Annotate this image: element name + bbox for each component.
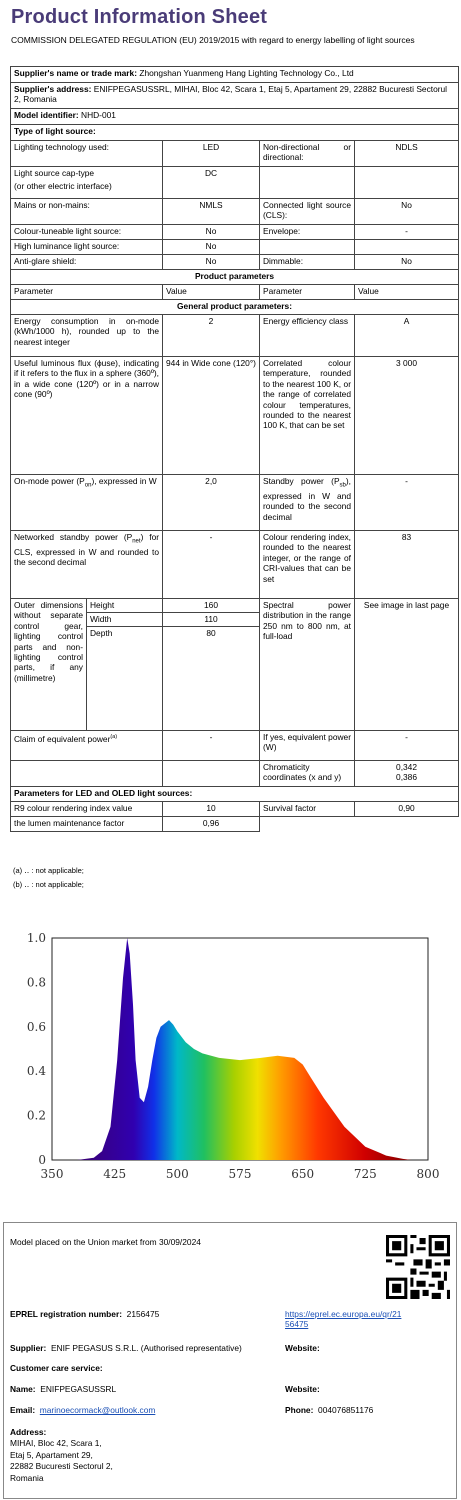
col-value: Value — [163, 285, 260, 300]
claim-equivalent-value: - — [163, 731, 260, 761]
x-tick-label: 800 — [416, 1167, 440, 1181]
table-row — [11, 67, 459, 83]
table-row — [11, 787, 459, 802]
website-label-2: Website: — [285, 1384, 320, 1394]
table-row — [11, 531, 459, 599]
dimmable-label: Dimmable: — [260, 255, 355, 270]
y-tick-label: 1.0 — [26, 931, 46, 945]
customer-care-label: Customer care service: — [10, 1363, 103, 1373]
survival-value: 0,90 — [355, 802, 459, 817]
y-tick-label: 0.2 — [26, 1108, 46, 1123]
height-value: 160 — [163, 599, 260, 613]
directional-label: Non-directional or directional: — [260, 141, 355, 167]
chromaticity-y: 0,386 — [396, 772, 417, 783]
supplier-address-label: Supplier's address: — [14, 84, 92, 94]
dimmable-value: No — [355, 255, 459, 270]
luminous-flux-value: 944 in Wide cone (120°) — [163, 357, 260, 475]
eprel-value: 2156475 — [126, 1309, 160, 1319]
spec-table — [10, 66, 459, 832]
col-parameter: Parameter — [11, 285, 163, 300]
connected-value: No — [355, 199, 459, 225]
cap-type-label: Light source cap-type — [14, 168, 95, 178]
cap-type-label-2: (or other electric interface) — [14, 181, 112, 192]
antiglare-value: No — [163, 255, 260, 270]
tuneable-value: No — [163, 225, 260, 240]
y-tick-label: 0.6 — [26, 1019, 46, 1034]
spectral-label: Spectral power distribution in the range 250 nm to 800 nm, at full-load — [260, 599, 355, 731]
cap-type-value: DC — [163, 167, 260, 199]
product-params-header: Product parameters — [11, 270, 459, 285]
col-value-2: Value — [355, 285, 459, 300]
lumen-maintenance-value: 0,96 — [163, 817, 260, 832]
envelope-value: - — [355, 225, 459, 240]
general-params-header: General product parameters: — [11, 300, 459, 315]
networked-standby-value: - — [163, 531, 260, 599]
table-row — [11, 255, 459, 270]
website-label: Website: — [285, 1343, 320, 1353]
eprel-label: EPREL registration number: — [10, 1309, 122, 1319]
depth-value: 80 — [163, 627, 260, 731]
mains-label: Mains or non-mains: — [11, 199, 163, 225]
table-row — [11, 761, 459, 787]
model-label: Model identifier: — [14, 110, 79, 120]
high-luminance-label: High luminance light source: — [11, 240, 163, 255]
name-label: Name: — [10, 1384, 36, 1394]
equivalent-power-value: - — [355, 731, 459, 761]
onmode-power-value: 2,0 — [163, 475, 260, 531]
mains-value: NMLS — [163, 199, 260, 225]
chromaticity-value — [355, 761, 459, 787]
networked-standby-label: Networked standby power $(P_{net})$ for CLS, expressed in W and rounded to the second decimal — [11, 531, 163, 599]
table-row — [11, 225, 459, 240]
supplier-name-value: Zhongshan Yuanmeng Hang Lighting Technology Co., Ltd — [139, 68, 354, 78]
regulation-subtitle: COMMISSION DELEGATED REGULATION (EU) 2019/2015 with regard to energy labelling of light sources — [11, 35, 415, 45]
survival-label: Survival factor — [260, 802, 355, 817]
table-row — [11, 270, 459, 285]
page-title: Product Information Sheet — [11, 6, 268, 28]
supplier-label: Supplier: — [10, 1343, 47, 1353]
y-tick-label: 0.8 — [26, 975, 46, 990]
table-row — [11, 167, 459, 199]
table-row — [11, 315, 459, 357]
cri-value: 83 — [355, 531, 459, 599]
efficiency-class-value: A — [355, 315, 459, 357]
table-row — [11, 802, 459, 817]
phone-value: 004076851176 — [318, 1405, 374, 1415]
table-row — [11, 357, 459, 475]
cct-label: Correlated colour temperature, rounded to the nearest 100 K, or the range of correlated colour temperatures, rounded to the nearest 100 K, that can be set — [260, 357, 355, 475]
high-luminance-value: No — [163, 240, 260, 255]
email-label: Email: — [10, 1405, 36, 1415]
x-tick-label: 725 — [353, 1167, 377, 1181]
supplier-address-value: ENIFPEGASUSSRL, MIHAI, Bloc 42, Scara 1, Etaj 5, Apartament 29, 22882 Bucuresti Sectorul 2, Romania — [14, 84, 448, 105]
antiglare-label: Anti-glare shield: — [11, 255, 163, 270]
chromaticity-label: Chromaticity coordinates (x and y) — [260, 761, 355, 787]
tuneable-label: Colour-tuneable light source: — [11, 225, 163, 240]
table-row — [11, 300, 459, 315]
table-row — [11, 240, 459, 255]
onmode-power-label: On-mode power $(P_{on})$, expressed in W — [11, 475, 163, 531]
address-line: 22882 Bucuresti Sectorul 2, — [10, 1461, 113, 1471]
width-value: 110 — [163, 613, 260, 627]
phone-label: Phone: — [285, 1405, 314, 1415]
cri-label: Colour rendering index, rounded to the nearest integer, or the range of CRI-values that can be set — [260, 531, 355, 599]
lighting-tech-label: Lighting technology used: — [11, 141, 163, 167]
chromaticity-x: 0,342 — [396, 762, 417, 772]
energy-consumption-label: Energy consumption in on-mode (kWh/1000 h), rounded up to the nearest integer — [11, 315, 163, 357]
table-row — [11, 125, 459, 141]
spectral-distribution-chart — [0, 920, 461, 1190]
address-line: Romania — [10, 1472, 44, 1483]
x-tick-label: 650 — [291, 1167, 315, 1181]
x-tick-label: 575 — [228, 1167, 252, 1181]
table-row — [11, 475, 459, 531]
eprel-link[interactable]: https://eprel.ec.europa.eu/qr/21 56475 — [285, 1309, 402, 1329]
directional-value: NDLS — [355, 141, 459, 167]
table-row — [11, 285, 459, 300]
led-params-header: Parameters for LED and OLED light sources: — [11, 787, 459, 802]
y-tick-label: 0.4 — [26, 1064, 46, 1079]
cct-value: 3 000 — [355, 357, 459, 475]
address-line: MIHAI, Bloc 42, Scara 1, — [10, 1438, 102, 1448]
product-information-sheet — [5, 0, 456, 887]
footnote-a: (a) ․․ : not applicable; — [13, 866, 84, 875]
r9-value: 10 — [163, 802, 260, 817]
table-row — [11, 817, 459, 832]
table-row — [11, 141, 459, 167]
supplier-value: ENIF PEGASUS S.R.L. (Authorised representative) — [50, 1343, 242, 1353]
x-tick-label: 350 — [40, 1167, 64, 1181]
x-tick-label: 500 — [165, 1167, 189, 1181]
model-value: NHD-001 — [81, 110, 116, 120]
address-label: Address: — [10, 1427, 47, 1437]
standby-power-value: - — [355, 475, 459, 531]
placed-on-market-text: Model placed on the Union market from 30/09/2024 — [10, 1237, 201, 1247]
x-tick-label: 425 — [103, 1167, 127, 1181]
standby-power-label: Standby power $(P_{sb})$, expressed in W and rounded to the second decimal — [260, 475, 355, 531]
depth-label: Depth — [87, 627, 163, 731]
spectral-value: See image in last page — [355, 599, 459, 731]
table-row — [11, 731, 459, 761]
energy-consumption-value: 2 — [163, 315, 260, 357]
lighting-tech-value: LED — [163, 141, 260, 167]
table-row — [11, 83, 459, 109]
envelope-label: Envelope: — [260, 225, 355, 240]
equivalent-power-label: If yes, equivalent power (W) — [260, 731, 355, 761]
y-tick-label: 0 — [38, 1153, 46, 1167]
type-header: Type of light source: — [11, 125, 459, 141]
table-row — [11, 109, 459, 125]
col-parameter-2: Parameter — [260, 285, 355, 300]
address-line: Etaj 5, Apartament 29, — [10, 1449, 93, 1460]
outer-dimensions-label: Outer dimensions without separate control gear, lighting control parts and non-lighting control parts, if any (millimetre) — [11, 599, 87, 731]
address-block — [10, 1438, 113, 1484]
table-row — [11, 599, 459, 613]
name-value: ENIFPEGASUSSRL — [40, 1384, 117, 1394]
connected-label: Connected light source (CLS): — [260, 199, 355, 225]
footnote-b: (b) ․․ : not applicable; — [13, 880, 84, 889]
efficiency-class-label: Energy efficiency class — [260, 315, 355, 357]
spectrum-area — [77, 938, 411, 1160]
claim-equivalent-label: Claim of equivalent power$^{(a)}$ — [11, 731, 163, 761]
height-label: Height — [87, 599, 163, 613]
lumen-maintenance-label: the lumen maintenance factor — [11, 817, 163, 832]
luminous-flux-label: Useful luminous flux (ϕuse), indicating if it refers to the flux in a sphere (360º), in a wide cone (120º) or in a narrow cone (90º) — [11, 357, 163, 475]
width-label: Width — [87, 613, 163, 627]
product-label-card — [3, 1222, 457, 1499]
r9-label: R9 colour rendering index value — [11, 802, 163, 817]
table-row — [11, 199, 459, 225]
qr-code-icon — [386, 1235, 450, 1299]
email-link[interactable]: marinoecormack@outlook.com — [39, 1405, 156, 1415]
supplier-name-label: Supplier's name or trade mark: — [14, 68, 138, 78]
